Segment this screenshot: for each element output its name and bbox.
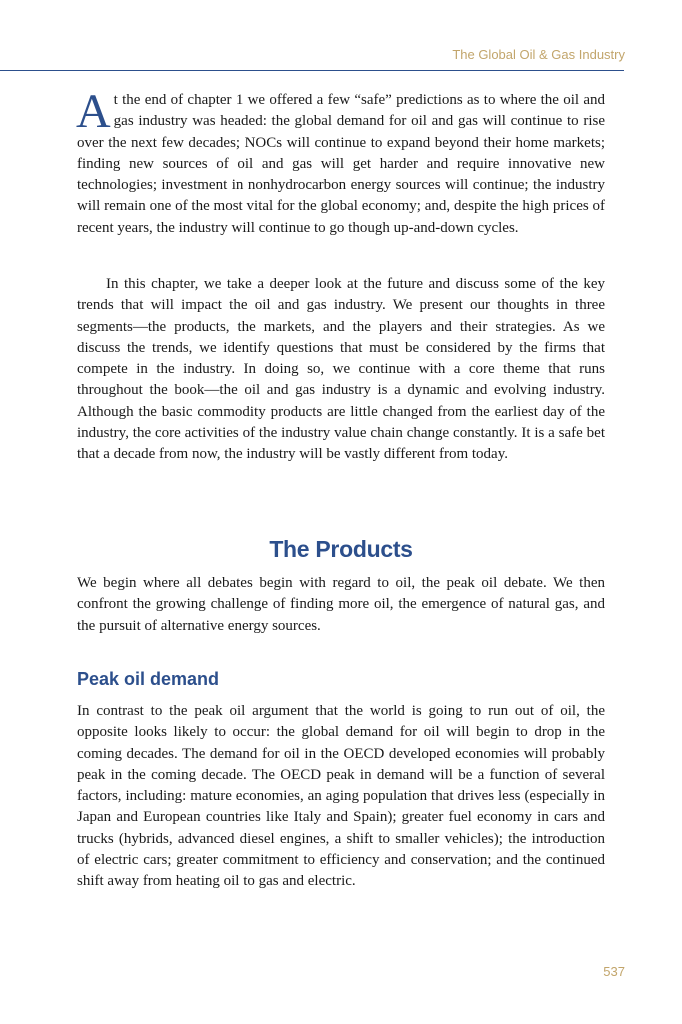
drop-cap: A	[76, 85, 111, 138]
subheading-peak-oil-demand: Peak oil demand	[77, 669, 220, 689]
page-number: 537	[603, 964, 625, 979]
header-rule	[0, 70, 624, 71]
peak-oil-paragraph: In contrast to the peak oil argument that the world is going to run out of oil, the opposite looks likely to occur: the global demand for oil will begin to drop in the coming decades. The demand for oil in the OECD developed economies will probably peak in the coming decade. The OECD peak in demand will be a function of several factors, including: mature economies, an aging population that drives less (especially in Japan and European countries like Italy and Spain); greater fuel economy in cars and trucks (hybrids, advanced diesel engines, a shift to smaller vehicles); the introduction of electric cars; greater commitment to efficiency and conservation; and the continued shift away from heating oil to gas and electric.	[77, 703, 605, 890]
intro-paragraph-1	[76, 85, 605, 239]
intro-paragraph-2: In this chapter, we take a deeper look at the future and discuss some of the key trends that will impact the oil and gas industry. We present our thoughts in three segments—the products, the markets, and the players and their strategies. As we discuss the trends, we identify questions that must be considered by the firms that compete in the industry. In doing so, we continue with a core theme that runs throughout the book—the oil and gas industry is a dynamic and evolving industry. Although the basic commodity products are little changed from the earliest day of the industry, the core activities of the industry value chain change constantly. It is a safe bet that a decade from now, the industry will be vastly different from today.	[77, 276, 605, 463]
intro-paragraph-1-text: t the end of chapter 1 we offered a few “safe” predictions as to where the oil and gas industry was headed: the global demand for oil and gas will continue to rise over the next few decades; NOCs will continue to expand beyond their home markets; finding new sources of oil and gas will get harder and require innovative new technologies; investment in nonhydrocarbon energy sources will continue; the industry will remain one of the most vital for the global economy; and, despite the high prices of recent years, the industry will continue to go though up-and-down cycles.	[77, 92, 605, 236]
section-heading-products: The Products	[269, 536, 413, 562]
running-header: The Global Oil & Gas Industry	[452, 47, 625, 62]
products-paragraph: We begin where all debates begin with regard to oil, the peak oil debate. We then confront the growing challenge of finding more oil, the emergence of natural gas, and the pursuit of alternative energy sources.	[77, 575, 605, 634]
